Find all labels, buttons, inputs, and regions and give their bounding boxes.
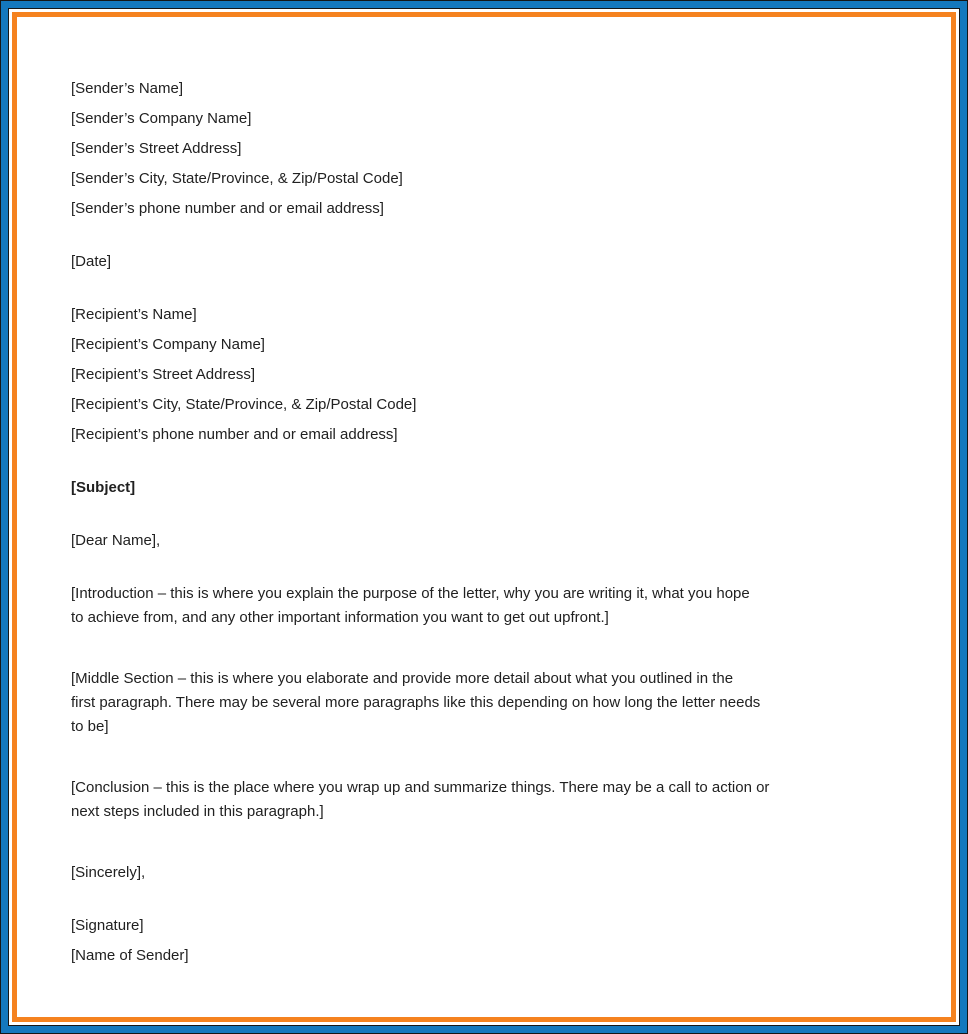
sender-name-line: [Sender’s Name] [71, 80, 184, 97]
paragraph-line: to achieve from, and any other important information you want to get out upfront.] [71, 609, 609, 626]
recipient-street-line: [Recipient’s Street Address] [71, 366, 255, 383]
letter-content [17, 17, 951, 1017]
conclusion-paragraph [71, 776, 897, 824]
paragraph-line: first paragraph. There may be several more paragraphs like this depending on how long the letter needs [71, 694, 761, 711]
paragraph-line: to be] [71, 718, 109, 735]
sender-phone-line: [Sender’s phone number and or email address] [71, 200, 384, 217]
paragraph-line: next steps included in this paragraph.] [71, 803, 324, 820]
recipient-city-line: [Recipient’s City, State/Province, & Zip/Postal Code] [71, 396, 417, 413]
sender-company-line: [Sender’s Company Name] [71, 110, 252, 127]
introduction-paragraph [71, 582, 897, 630]
closing-block [71, 861, 897, 884]
closing-line: [Sincerely], [71, 864, 146, 881]
salutation-block [71, 529, 897, 552]
subject-line: [Subject] [71, 479, 136, 496]
signature-line: [Signature] [71, 917, 144, 934]
recipient-name-line: [Recipient’s Name] [71, 306, 197, 323]
sender-street-line: [Sender’s Street Address] [71, 140, 242, 157]
sender-city-line: [Sender’s City, State/Province, & Zip/Postal Code] [71, 170, 403, 187]
sender-block [71, 77, 897, 220]
middle-section-paragraph [71, 667, 897, 739]
date-line: [Date] [71, 253, 112, 270]
salutation-line: [Dear Name], [71, 532, 161, 549]
sender-name-footer-line: [Name of Sender] [71, 947, 189, 964]
signature-block [71, 914, 897, 967]
border-gap [8, 8, 960, 1026]
subject-block [71, 476, 897, 499]
date-block [71, 250, 897, 273]
recipient-company-line: [Recipient’s Company Name] [71, 336, 265, 353]
paragraph-line: [Middle Section – this is where you elaborate and provide more detail about what you outlined in the [71, 670, 734, 687]
inner-orange-border [12, 12, 956, 1022]
recipient-block [71, 303, 897, 446]
paragraph-line: [Conclusion – this is the place where you wrap up and summarize things. There may be a call to action or [71, 779, 770, 796]
recipient-phone-line: [Recipient’s phone number and or email address] [71, 426, 398, 443]
paragraph-line: [Introduction – this is where you explain the purpose of the letter, why you are writing it, what you hope [71, 585, 750, 602]
